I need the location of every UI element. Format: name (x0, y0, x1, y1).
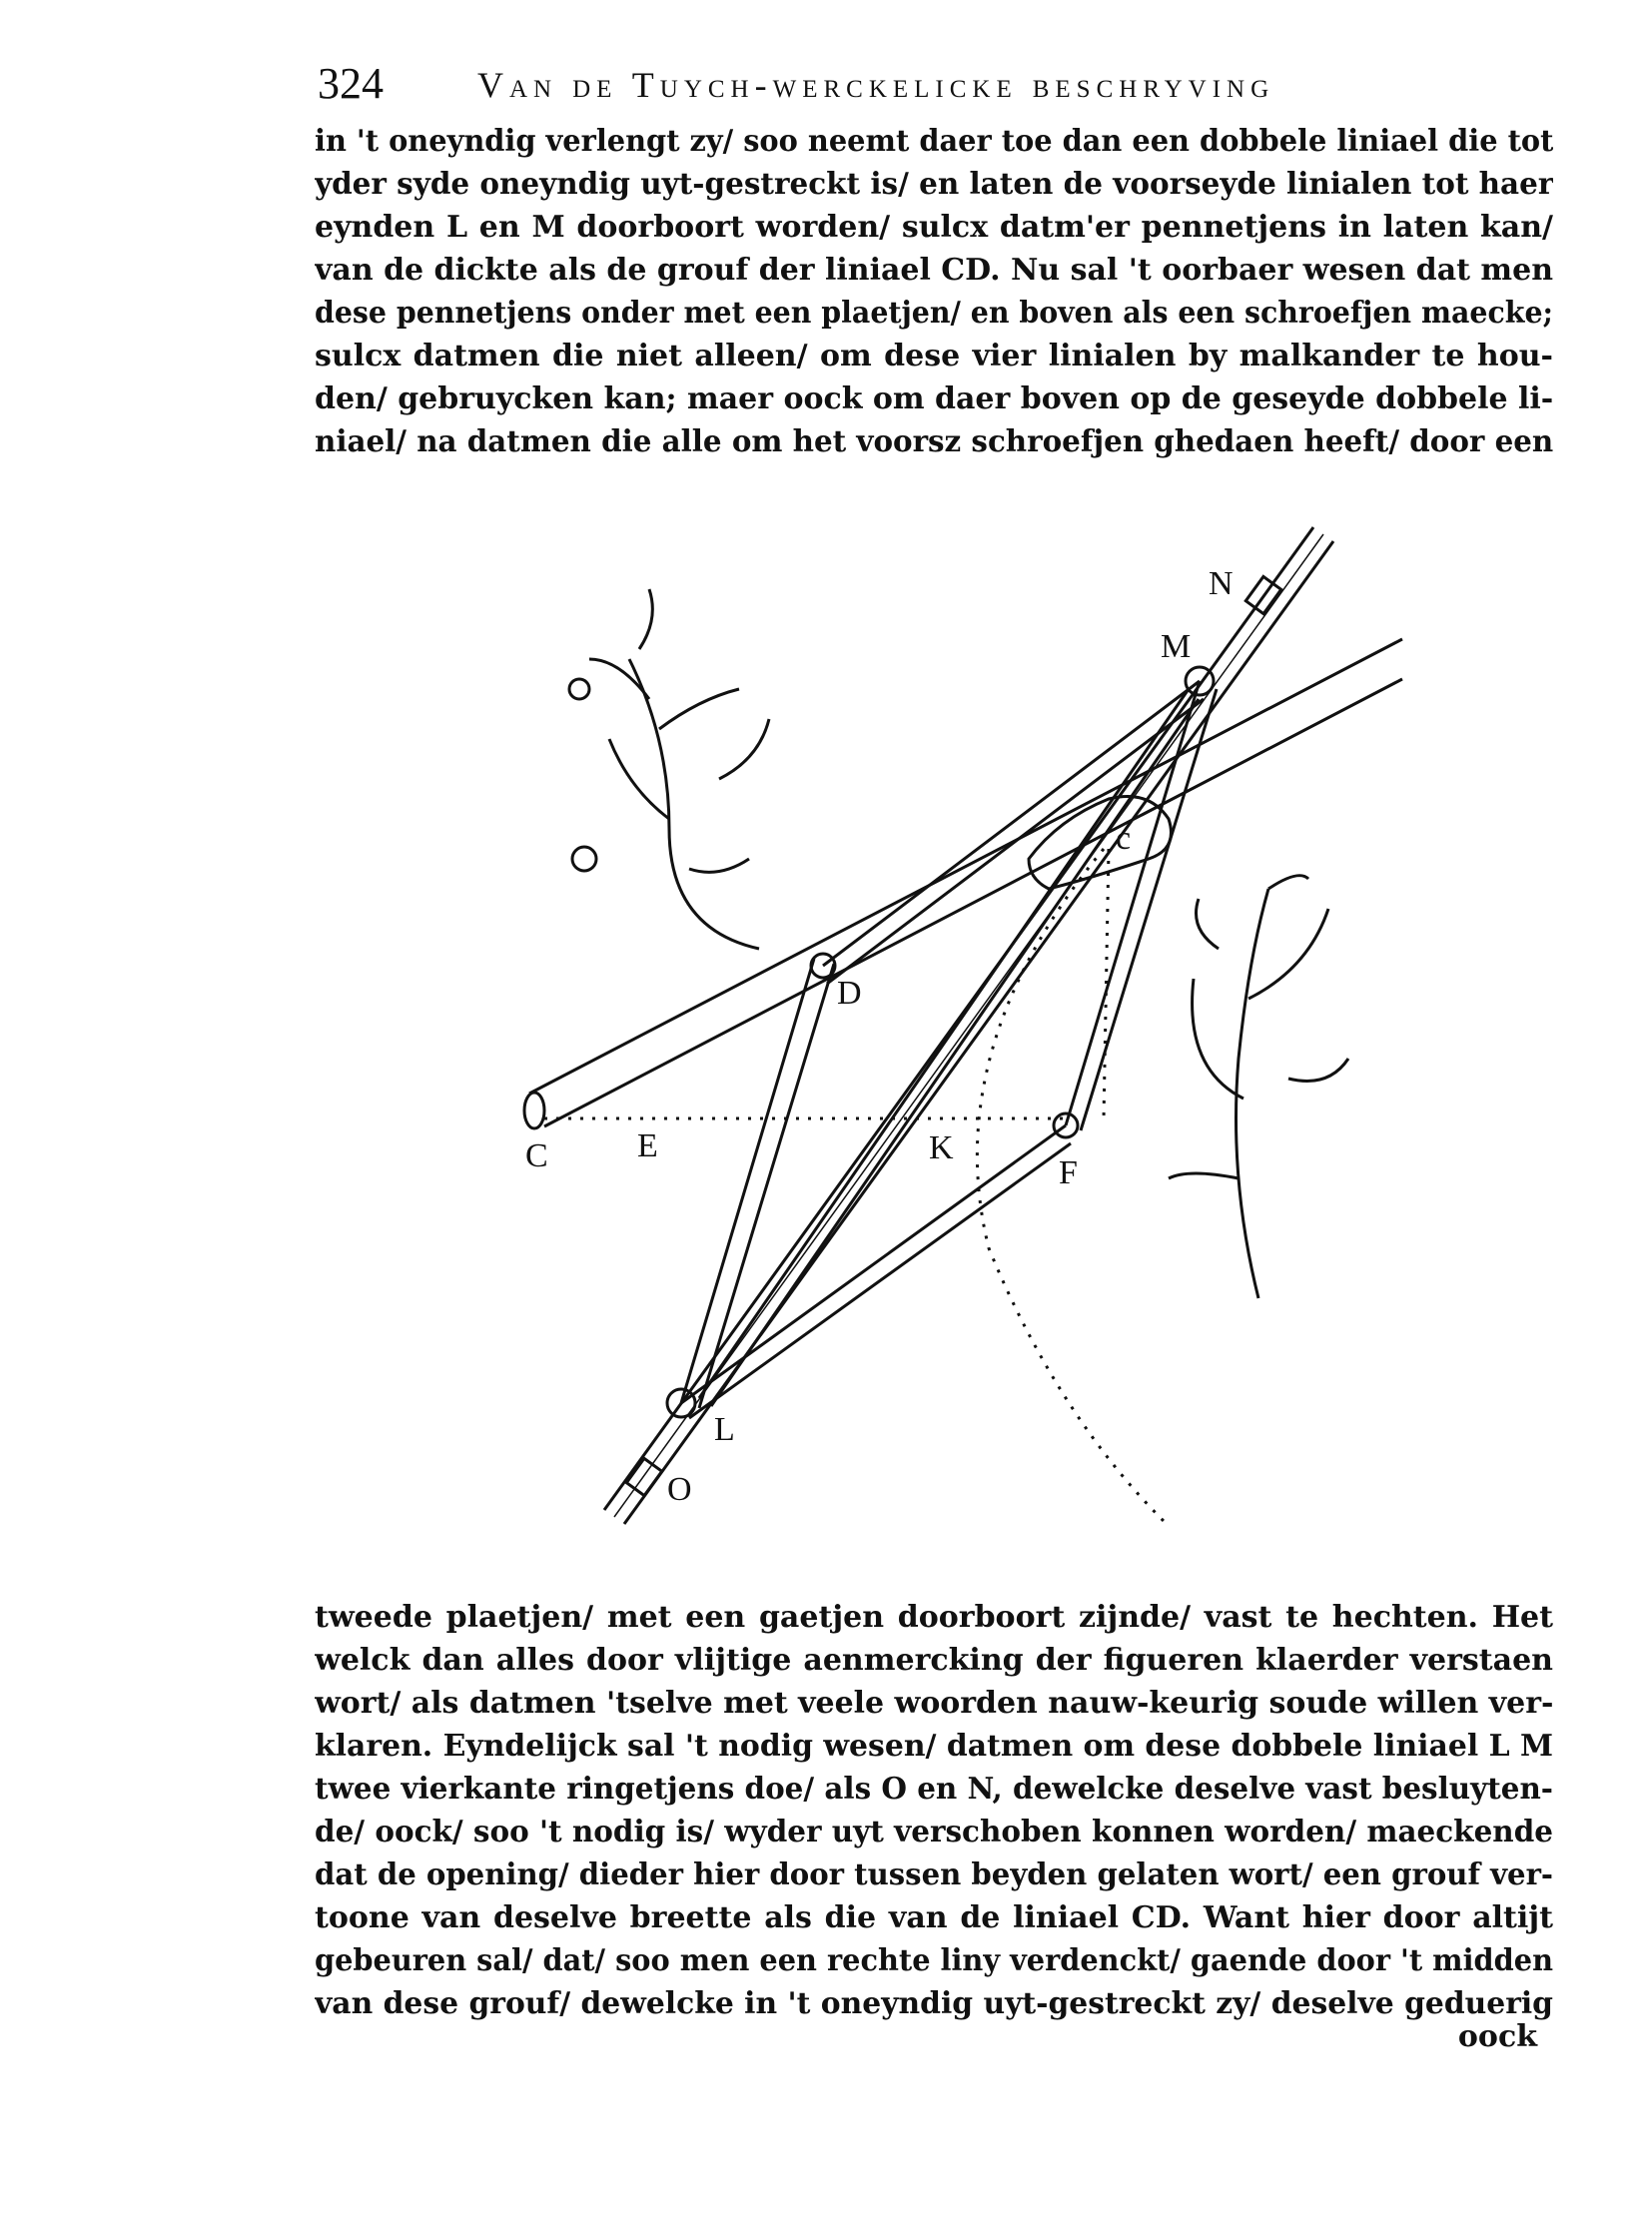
text-line: toone van deselve breette als die van de liniael CD. Want hier door altijt (315, 1900, 1553, 1935)
text-line: in 't oneyndig verlengt zy/ soo neemt daer toe dan een dobbele liniael die tot (315, 124, 1553, 159)
text-line: van de dickte als de grouf der liniael CD. Nu sal 't oorbaer wesen dat men (315, 253, 1553, 288)
text-line: yder syde oneyndig uyt-gestreckt is/ en laten de voorseyde linialen tot haer (315, 167, 1553, 202)
text-line: gebeuren sal/ dat/ soo men een rechte liny verdenckt/ gaende door 't midden (315, 1943, 1553, 1978)
label-m: M (1161, 628, 1192, 665)
text-line: klaren. Eyndelijck sal 't nodig wesen/ datmen om dese dobbele liniael L M (315, 1729, 1553, 1764)
text-line: twee vierkante ringetjens doe/ als O en N, dewelcke deselve vast besluyten- (315, 1772, 1553, 1807)
text-line: de/ oock/ soo 't nodig is/ wyder uyt verschoben konnen worden/ maeckende (315, 1815, 1553, 1849)
text-line: sulcx datmen die niet alleen/ om dese vier linialen by malkander te hou- (315, 339, 1553, 373)
page-number: 324 (318, 59, 384, 108)
text-line: dat de opening/ dieder hier door tussen beyden gelaten wort/ een grouf ver- (315, 1857, 1553, 1892)
label-n: N (1209, 565, 1234, 602)
label-c-small: c (1116, 820, 1132, 857)
label-k: K (929, 1129, 954, 1166)
plant-ornament-right (1169, 876, 1348, 1298)
label-l: L (714, 1411, 735, 1448)
label-d: D (837, 975, 862, 1012)
catchword: oock (1457, 2019, 1537, 2054)
text-line: van dese grouf/ dewelcke in 't oneyndig uyt-gestreckt zy/ deselve geduerig (315, 1986, 1553, 2021)
label-f: F (1059, 1154, 1078, 1191)
text-line: niael/ na datmen die alle om het voorsz schroefjen ghedaen heeft/ door een (315, 424, 1553, 459)
text-line: wort/ als datmen 'tselve met veele woorden nauw-keurig soude willen ver- (315, 1686, 1553, 1721)
label-o: O (667, 1471, 692, 1508)
label-c: C (525, 1137, 548, 1174)
label-e: E (637, 1127, 658, 1164)
text-line: welck dan alles door vlijtige aenmercking der figueren klaerder verstaen (315, 1643, 1553, 1678)
plant-ornament-left (569, 589, 769, 949)
double-ruler-on (604, 527, 1333, 1524)
running-title: Van de Tuych-werckelicke beschryving (477, 65, 1275, 105)
text-line: eynden L en M doorboort worden/ sulcx datm'er pennetjens in laten kan/ (315, 210, 1553, 245)
text-line: dese pennetjens onder met een plaetjen/ en boven als een schroefjen maecke; (315, 296, 1553, 331)
text-line: den/ gebruycken kan; maer oock om daer boven op de geseyde dobbele li- (315, 381, 1553, 416)
bottom-paragraph (315, 1596, 1553, 2025)
text-line: tweede plaetjen/ met een gaetjen doorboort zijnde/ vast te hechten. Het (315, 1600, 1553, 1635)
